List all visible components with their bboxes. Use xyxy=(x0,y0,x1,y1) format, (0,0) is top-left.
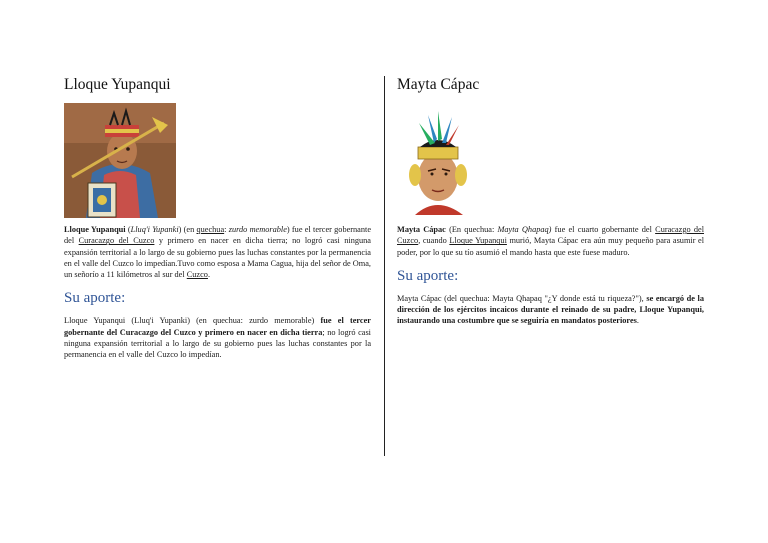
curacazgo-del-cuzco-link[interactable]: Curacazgo del Cuzco xyxy=(397,225,704,246)
right-aporte-text: Mayta Cápac (del quechua: Mayta Qhapaq "¿Y donde está tu riqueza?"), se encargó de la dirección de los ejércitos incaicos durante el reinado de su padre, Lloque Yupanqui, instaurando una costumbre que se seguiría en mandatos posteriores. xyxy=(397,293,704,326)
mayta-capac-portrait xyxy=(397,103,479,218)
cuzco-link[interactable]: Cuzco xyxy=(186,270,208,280)
left-biography: Lloque Yupanqui (Lluq'i Yupanki) (en quechua: zurdo memorable) fue el tercer gobernante del Curacazgo del Cuzco y primero en nacer en dicha tierra; no logró casi ninguna expansión territorial a lo largo de su gobierno pues las luchas constantes por la permanencia en el valle del Cuzco lo impedían.Tuvo como esposa a Mama Cagua, hija del señor de Oma, un señorío a 11 kilómetros al sur del Cuzco. xyxy=(64,225,372,280)
lloque-yupanqui-link[interactable]: Lloque Yupanqui xyxy=(449,236,507,246)
right-title: Mayta Cápac xyxy=(397,76,480,93)
column-divider xyxy=(384,76,385,456)
left-column-lloque-yupanqui xyxy=(64,76,371,361)
left-aporte-heading: Su aporte: xyxy=(64,290,126,307)
lloque-yupanqui-portrait xyxy=(64,103,176,218)
right-aporte-heading: Su aporte: xyxy=(397,267,459,284)
left-aporte-text: Lloque Yupanqui (Lluq'i Yupanki) (en quechua: zurdo memorable) fue el tercer gobernante del Curacazgo del Cuzco y primero en nacer en dicha tierra; no logró casi ninguna expansión territorial a lo largo de su gobierno pues las luchas constantes por la permanencia en el valle del Cuzco lo impedían. xyxy=(64,316,371,360)
curacazgo-del-cuzco-link[interactable]: Curacazgo del Cuzco xyxy=(78,236,155,246)
left-title: Lloque Yupanqui xyxy=(64,76,171,93)
right-column-mayta-capac xyxy=(397,76,704,327)
right-biography: Mayta Cápac (En quechua: Mayta Qhapaq) fue el cuarto gobernante del Curacazgo del Cuzco, cuando Lloque Yupanqui murió, Mayta Cápac era aún muy pequeño para asumir el poder, por lo que su tío asumió el mando hasta que este fuese maduro. xyxy=(397,225,704,257)
quechua-link[interactable]: quechua xyxy=(196,225,225,234)
